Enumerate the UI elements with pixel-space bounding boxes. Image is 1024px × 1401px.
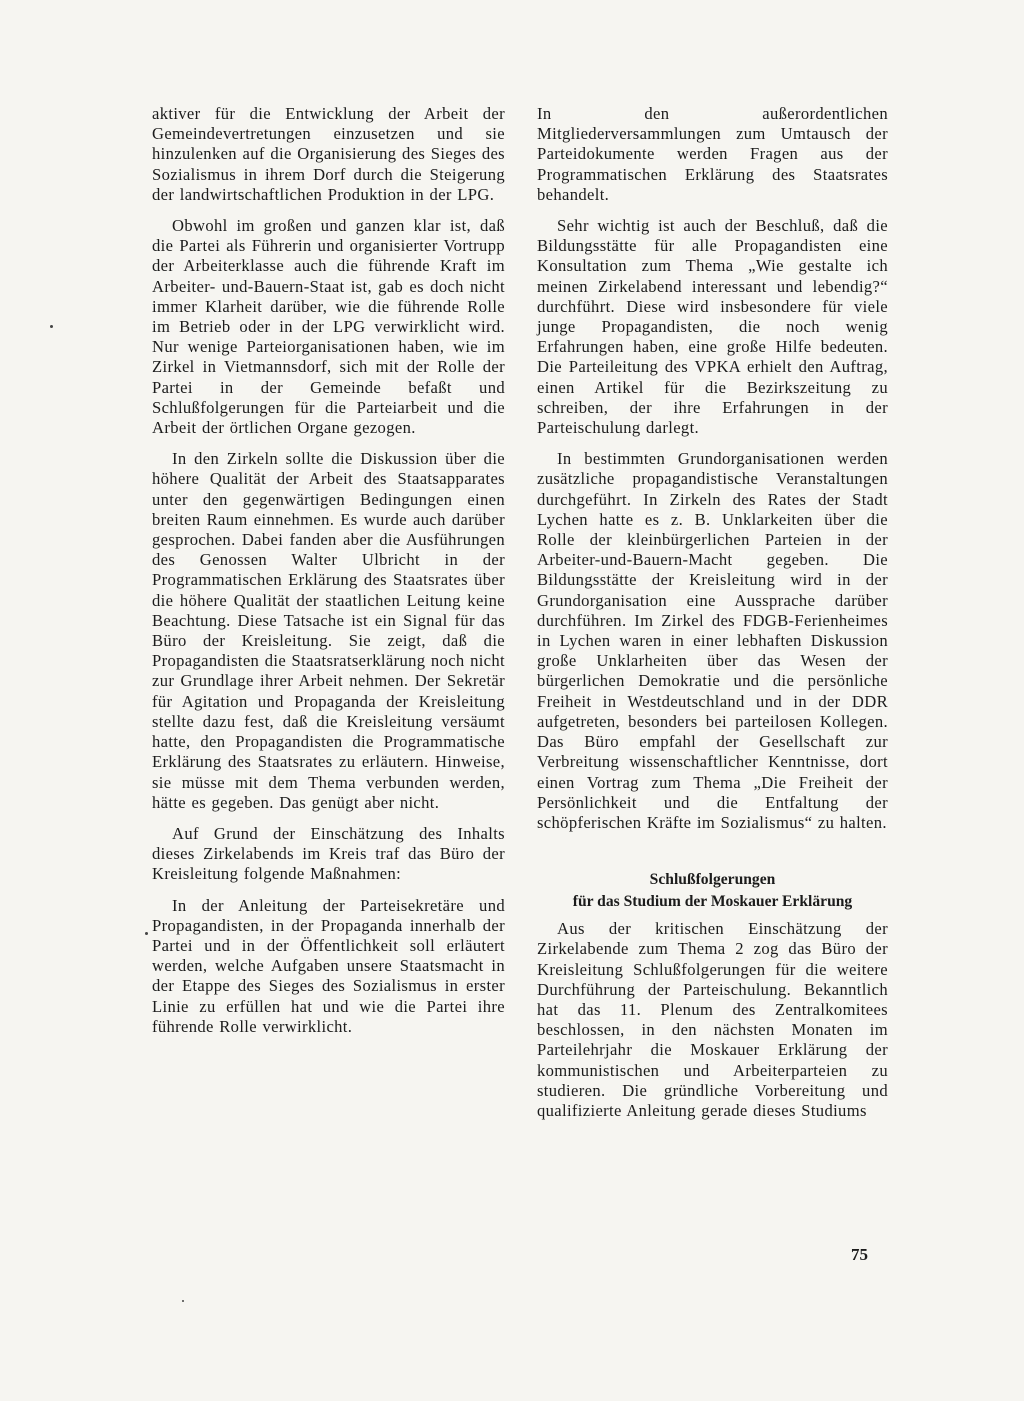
paragraph: In den Zirkeln sollte die Diskussion über die höhere Qualität der Arbeit des Staatsapparates unter den gegenwärtigen Bedingungen einen breiten Raum einnehmen. Es wurde auch darüber gesprochen. Dabei fanden aber die Ausführungen des Genossen Walter Ulbricht in der Programmatischen Erklärung des Staatsrates über die höhere Qualität der staatlichen Leitung keine Beachtung. Diese Tatsache ist ein Signal für das Büro der Kreisleitung. Sie zeigt, daß die Propagandisten die Staatsratserklärung noch nicht zur Grundlage ihrer Arbeit nehmen. Der Sekretär für Agitation und Propaganda der Kreisleitung stellte dazu fest, daß die Kreisleitung versäumt hatte, den Propagandisten die Programmatische Erklärung des Staatsrates zu erläutern. Hinweise, sie müsse mit dem Thema verbunden werden, hätte es gegeben. Das genügt aber nicht. xyxy=(152,449,505,812)
paragraph: In den außerordentlichen Mitgliederversammlungen zum Umtausch der Parteidokumente werden Fragen aus der Programmatischen Erklärung des Staatsrates behandelt. xyxy=(537,104,888,204)
right-column xyxy=(537,104,888,1132)
section-heading-line-1: Schlußfolgerungen xyxy=(649,871,776,889)
paragraph: Auf Grund der Einschätzung des Inhalts dieses Zirkelabends im Kreis traf das Büro der Kreisleitung folgende Maßnahmen: xyxy=(152,823,505,884)
paragraph: Aus der kritischen Einschätzung der Zirkelabende zum Thema 2 zog das Büro der Kreisleitung Schlußfolgerungen für die weitere Durchführung der Parteischulung. Bekanntlich hat das 11. Plenum des Zentralkomitees beschlossen, in den nächsten Monaten im Parteilehrjahr die Moskauer Erklärung der kommunistischen und Arbeiterparteien zu studieren. Die gründliche Vorbereitung und qualifizierte Anleitung gerade dieses Studiums xyxy=(537,919,888,1120)
paragraph: Obwohl im großen und ganzen klar ist, daß die Partei als Führerin und organisierter Vortrupp der Arbeiterklasse auch die führende Kraft im Arbeiter- und-Bauern-Staat ist, gab es doch nicht immer Klarheit darüber, wie die führende Rolle im Betrieb oder in der LPG verwirklicht wird. Nur wenige Parteiorganisationen haben, wie im Zirkel in Vietmannsdorf, sich mit der Rolle der Partei in der Gemeinde befaßt und Schlußfolgerungen für die Parteiarbeit und die Arbeit der örtlichen Organe gezogen. xyxy=(152,216,505,438)
paragraph: Sehr wichtig ist auch der Beschluß, daß die Bildungsstätte für alle Propagandisten eine Konsultation zum Thema „Wie gestalte ich meinen Zirkelabend interessant und lebendig?“ durchführt. Diese wird insbesondere für viele junge Propagandisten, die noch wenig Erfahrungen haben, eine große Hilfe bedeuten. Die Parteileitung des VPKA erhielt den Auftrag, einen Artikel für die Bezirkszeitung zu schreiben, der ihre Erfahrungen in der Parteischulung darlegt. xyxy=(537,216,888,438)
section-heading xyxy=(537,869,888,913)
left-column xyxy=(152,104,505,1048)
paragraph: In bestimmten Grundorganisationen werden zusätzliche propagandistische Veranstaltungen durchgeführt. In Zirkeln des Rates der Stadt Lychen hatte es z. B. Unklarkeiten über die Rolle der kleinbürgerlichen Parteien in der Arbeiter-und-Bauern-Macht gegeben. Die Bildungsstätte der Kreisleitung wird in der Grundorganisation eine Aussprache darüber durchführen. Im Zirkel des FDGB-Ferienheimes in Lychen waren in einer lebhaften Diskussion große Unklarheiten über das Wesen der bürgerlichen Demokratie und die persönliche Freiheit in Westdeutschland und in der DDR aufgetreten, besonders bei parteilosen Kollegen. Das Büro empfahl der Gesellschaft zur Verbreitung wissenschaftlicher Kenntnisse, dort einen Vortrag zum Thema „Die Freiheit der Persönlichkeit und die Entfaltung der schöpferischen Kräfte im Sozialismus“ zu halten. xyxy=(537,449,888,832)
scan-speck xyxy=(182,1300,184,1302)
paragraph: aktiver für die Entwicklung der Arbeit der Gemeindevertretungen einzusetzen und sie hinzulenken auf die Organisierung des Sieges des Sozialismus in ihrem Dorf durch die Steigerung der landwirtschaftlichen Produktion in der LPG. xyxy=(152,104,505,204)
scan-speck xyxy=(145,932,148,935)
paragraph: In der Anleitung der Parteisekretäre und Propagandisten, in der Propaganda innerhalb der Partei und in der Öffentlichkeit soll erläutert werden, welche Aufgaben unsere Staatsmacht in der Etappe des Sieges des Sozialismus in erster Linie zu erfüllen hat und wie die Partei ihre führende Rolle verwirklicht. xyxy=(152,895,505,1036)
section-heading-line-2: für das Studium der Moskauer Erklärung xyxy=(572,893,853,911)
page-number: 75 xyxy=(851,1245,868,1264)
scan-speck xyxy=(50,325,53,328)
